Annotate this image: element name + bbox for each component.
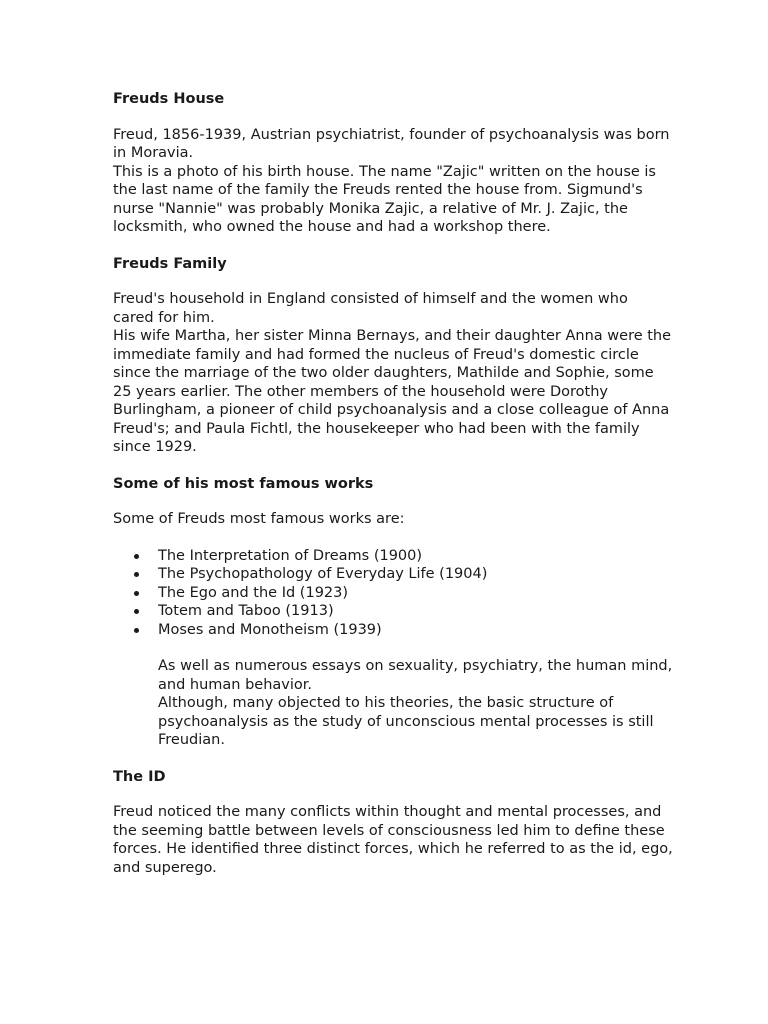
- list-item: Totem and Taboo (1913): [158, 602, 673, 621]
- section-paragraph: [113, 126, 673, 237]
- paragraph-line: His wife Martha, her sister Minna Bernays, and their daughter Anna were the immediate family and had formed the nucleus of Freud's domestic circle since the marriage of the two older daughters, Mathilde and Sophie, some 25 years earlier. The other members of the household were Dorothy Burlingham, a pioneer of child psychoanalysis and a close colleague of Anna Freud's; and Paula Fichtl, the housekeeper who had been with the family since 1929.: [113, 328, 672, 455]
- works-note: [158, 657, 673, 750]
- list-item: The Interpretation of Dreams (1900): [158, 547, 673, 566]
- section-heading: Freuds House: [113, 91, 225, 107]
- paragraph-line: This is a photo of his birth house. The name "Zajic" written on the house is the last name of the family the Freuds rented the house from. Sigmund's nurse "Nannie" was probably Monika Zajic, a relative of Mr. J. Zajic, the locksmith, who owned the house and had a workshop there.: [113, 163, 656, 235]
- paragraph-line: As well as numerous essays on sexuality, psychiatry, the human mind, and human behavior.: [158, 658, 673, 693]
- list-item: The Ego and the Id (1923): [158, 584, 673, 603]
- section-heading: Some of his most famous works: [113, 475, 374, 492]
- paragraph-line: Freud noticed the many conflicts within thought and mental processes, and the seeming battle between levels of consciousness led him to define these forces. He identified three distinct forces, which he referred to as the id, ego, and superego.: [113, 804, 673, 876]
- document-body: [113, 90, 673, 895]
- paragraph-line: Freud's household in England consisted of himself and the women who cared for him.: [113, 291, 628, 326]
- paragraph-line: Freud, 1856-1939, Austrian psychiatrist, founder of psychoanalysis was born in Moravia.: [113, 126, 670, 161]
- works-list: [113, 547, 673, 640]
- section-heading: Freuds Family: [113, 255, 227, 272]
- section-heading: The ID: [113, 768, 166, 785]
- paragraph-line: Although, many objected to his theories, the basic structure of psychoanalysis as the study of unconscious mental processes is still Freudian.: [158, 695, 654, 748]
- works-intro: Some of Freuds most famous works are:: [113, 511, 405, 527]
- list-item: The Psychopathology of Everyday Life (1904): [158, 565, 673, 584]
- list-item: Moses and Monotheism (1939): [158, 621, 673, 640]
- section-paragraph: [113, 290, 673, 457]
- section-paragraph: [113, 803, 673, 877]
